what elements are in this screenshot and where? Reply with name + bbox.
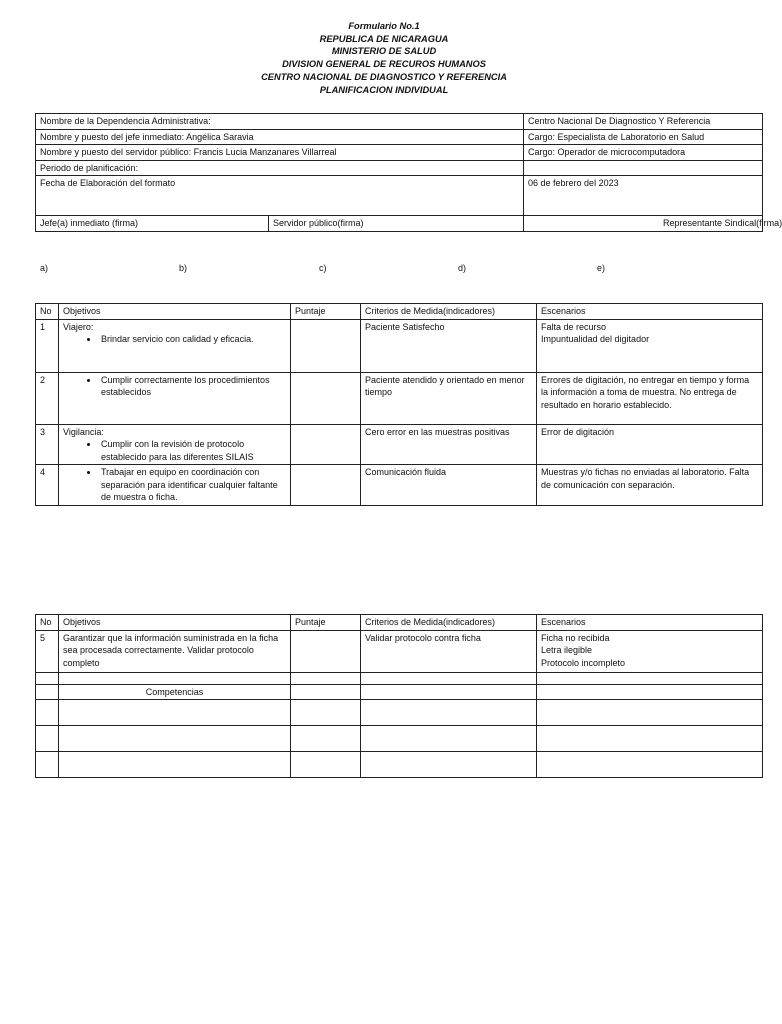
row-objetivo [59,465,291,506]
form-number: Formulario No.1 [348,21,420,31]
row-objetivo [59,424,291,465]
row-criterio: Paciente atendido y orientado en menor tiempo [361,372,537,424]
table-row [36,319,763,372]
dependencia-label: Nombre de la Dependencia Administrativa: [36,114,524,130]
objetivo-bullet: • Cumplir correctamente los procedimientos establecidos [99,374,286,399]
escenario-line: Ficha no recibida [541,632,610,643]
firma-jefe: Jefe(a) inmediato (firma) [36,216,269,232]
competencias-label: Competencias [59,684,291,700]
row-objetivo: Garantizar que la información suministrada en la ficha sea procesada correctamente. Validar protocolo completo [59,630,291,672]
servidor-cargo: Cargo: Operador de microcomputadora [524,145,763,161]
col-escenarios: Escenarios [537,615,763,631]
col-puntaje: Puntaje [291,615,361,631]
escenario-line: Protocolo incompleto [541,657,626,668]
col-puntaje: Puntaje [291,304,361,320]
col-criterios: Criterios de Medida(indicadores) [361,615,537,631]
table-row [36,424,763,465]
fecha-value: 06 de febrero del 2023 [524,176,763,216]
table-row [36,684,763,700]
row-no: 5 [36,630,59,672]
table-header-row [36,304,763,320]
letter-c: c) [319,263,327,273]
objectives-table-2 [35,614,763,778]
row-escenario: Error de digitación [537,424,763,465]
row-escenario: Muestras y/o fichas no enviadas al laboratorio. Falta de comunicación con separación. [537,465,763,506]
division-title: DIVISION GENERAL DE RECUROS HUMANOS [282,59,486,70]
letter-b: b) [179,263,188,273]
row-puntaje [291,372,361,424]
table-row [36,630,763,672]
escenario-line: Falta de recurso [541,321,607,332]
row-criterio: Validar protocolo contra ficha [361,630,537,672]
row-criterio: Cero error en las muestras positivas [361,424,537,465]
row-puntaje [291,630,361,672]
table-row [36,700,763,726]
row-puntaje [291,424,361,465]
objectives-table-1 [35,303,763,506]
col-no: No [36,615,59,631]
table-row [36,726,763,752]
row-criterio: Paciente Satisfecho [361,319,537,372]
letter-a: a) [40,263,49,273]
letter-d: d) [458,263,467,273]
table-row [36,672,763,684]
row-no: 2 [36,372,59,424]
column-letters [0,263,768,277]
firma-servidor: Servidor público(firma) [269,216,524,232]
info-table [35,113,782,232]
col-objetivos: Objetivos [59,615,291,631]
servidor-label: Nombre y puesto del servidor público: Francis Lucia Manzanares Villarreal [36,145,524,161]
firma-representante: Representante Sindical(firma) [524,216,763,232]
row-escenario [537,630,763,672]
objetivo-title: Viajero: [63,321,94,332]
jefe-cargo: Cargo: Especialista de Laboratorio en Salud [524,129,763,145]
fecha-label: Fecha de Elaboración del formato [36,176,524,216]
objetivo-bullet: • Brindar servicio con calidad y eficacia. [99,333,286,346]
row-objetivo [59,372,291,424]
center-title: CENTRO NACIONAL DE DIAGNOSTICO Y REFERENCIA [261,71,507,82]
table-header-row [36,615,763,631]
escenario-line: Letra ilegible [541,645,593,655]
table-row [36,465,763,506]
row-criterio: Comunicación fluida [361,465,537,506]
form-title: PLANIFICACION INDIVIDUAL [319,84,449,95]
col-objetivos: Objetivos [59,304,291,320]
periodo-label: Periodo de planificación: [36,160,524,176]
row-objetivo [59,319,291,372]
dependencia-value: Centro Nacional De Diagnostico Y Referencia [524,114,763,130]
ministry-title: MINISTERIO DE SALUD [331,46,437,57]
row-puntaje [291,465,361,506]
table-row [36,752,763,778]
row-escenario: Errores de digitación, no entregar en tiempo y forma la información a toma de muestra. No entrega de resultado en horario establecido. [537,372,763,424]
objetivo-title: Vigilancia: [63,426,104,437]
table-row [36,372,763,424]
objetivo-bullet: • Trabajar en equipo en coordinación con separación para identificar cualquier faltante de muestra o ficha. [99,466,286,504]
row-no: 1 [36,319,59,372]
row-no: 3 [36,424,59,465]
row-no: 4 [36,465,59,506]
form-header [0,20,768,96]
row-puntaje [291,319,361,372]
row-escenario [537,319,763,372]
letter-e: e) [597,263,606,273]
col-criterios: Criterios de Medida(indicadores) [361,304,537,320]
col-escenarios: Escenarios [537,304,763,320]
col-no: No [36,304,59,320]
escenario-line: Impuntualidad del digitador [541,334,650,344]
jefe-label: Nombre y puesto del jefe inmediato: Angélica Saravia [36,129,524,145]
periodo-value [524,160,763,176]
country-title: REPUBLICA DE NICARAGUA [319,33,449,44]
objetivo-bullet: • Cumplir con la revisión de protocolo establecido para las diferentes SILAIS [99,438,286,463]
